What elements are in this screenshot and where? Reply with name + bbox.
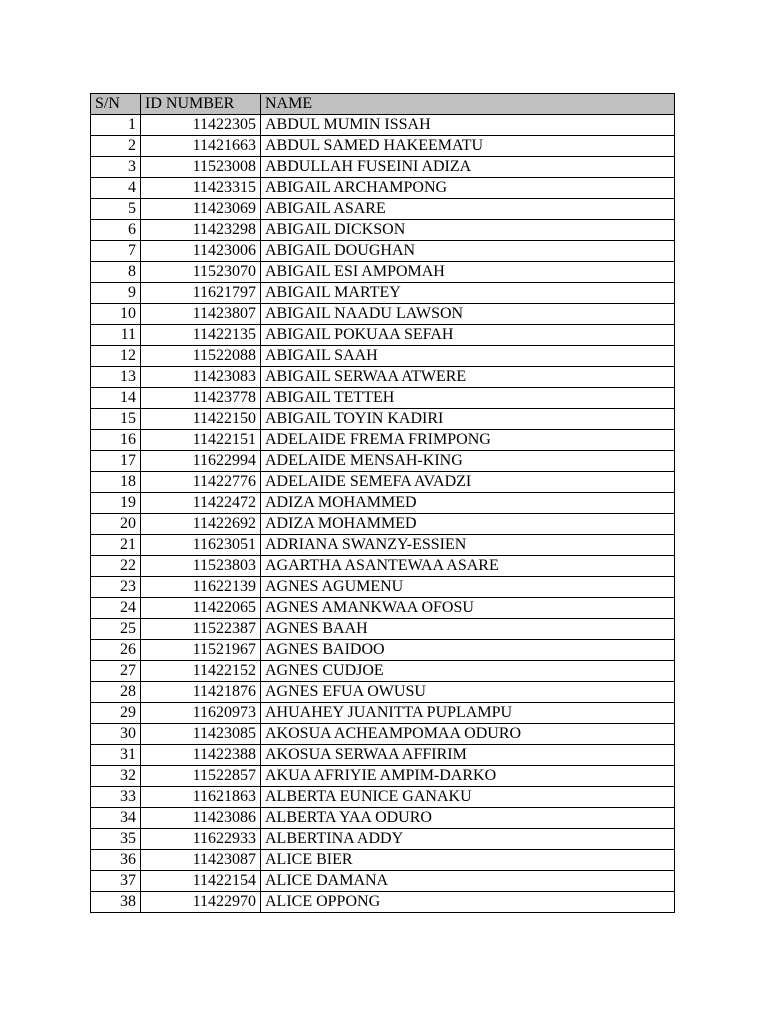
id-number-cell: 11522088	[141, 346, 261, 367]
id-number-cell: 11521967	[141, 640, 261, 661]
id-number-cell: 11423085	[141, 724, 261, 745]
name-cell: ABIGAIL ESI AMPOMAH	[261, 262, 675, 283]
serial-number-cell: 25	[91, 619, 141, 640]
table-row	[91, 829, 675, 850]
table-row	[91, 367, 675, 388]
id-number-cell: 11622139	[141, 577, 261, 598]
serial-number-cell: 32	[91, 766, 141, 787]
serial-number-cell: 10	[91, 304, 141, 325]
id-number-cell: 11523008	[141, 157, 261, 178]
table-row	[91, 115, 675, 136]
id-number-cell: 11423298	[141, 220, 261, 241]
table-row	[91, 388, 675, 409]
id-number-cell: 11422692	[141, 514, 261, 535]
table-row	[91, 409, 675, 430]
table-row	[91, 745, 675, 766]
serial-number-cell: 38	[91, 892, 141, 913]
serial-number-cell: 23	[91, 577, 141, 598]
name-cell: AGNES AGUMENU	[261, 577, 675, 598]
name-cell: ALBERTA YAA ODURO	[261, 808, 675, 829]
name-cell: ABDUL MUMIN ISSAH	[261, 115, 675, 136]
name-cell: ALICE OPPONG	[261, 892, 675, 913]
id-number-cell: 11422970	[141, 892, 261, 913]
serial-number-cell: 18	[91, 472, 141, 493]
table-row	[91, 493, 675, 514]
id-number-cell: 11422776	[141, 472, 261, 493]
header-row	[91, 94, 675, 115]
table-row	[91, 157, 675, 178]
table-row	[91, 598, 675, 619]
name-cell: ABIGAIL ARCHAMPONG	[261, 178, 675, 199]
header-id-number: ID NUMBER	[141, 94, 261, 115]
table-row	[91, 136, 675, 157]
name-cell: ABIGAIL MARTEY	[261, 283, 675, 304]
serial-number-cell: 17	[91, 451, 141, 472]
id-number-cell: 11423778	[141, 388, 261, 409]
name-cell: AKOSUA ACHEAMPOMAA ODURO	[261, 724, 675, 745]
serial-number-cell: 8	[91, 262, 141, 283]
table-row	[91, 346, 675, 367]
table-row	[91, 577, 675, 598]
serial-number-cell: 3	[91, 157, 141, 178]
table-row	[91, 892, 675, 913]
serial-number-cell: 20	[91, 514, 141, 535]
name-cell: ALICE DAMANA	[261, 871, 675, 892]
table-row	[91, 640, 675, 661]
id-number-cell: 11421876	[141, 682, 261, 703]
table-row	[91, 535, 675, 556]
serial-number-cell: 22	[91, 556, 141, 577]
serial-number-cell: 12	[91, 346, 141, 367]
serial-number-cell: 24	[91, 598, 141, 619]
serial-number-cell: 11	[91, 325, 141, 346]
student-list-table	[90, 93, 675, 913]
id-number-cell: 11523803	[141, 556, 261, 577]
name-cell: AGNES CUDJOE	[261, 661, 675, 682]
id-number-cell: 11421663	[141, 136, 261, 157]
name-cell: ADIZA MOHAMMED	[261, 514, 675, 535]
serial-number-cell: 29	[91, 703, 141, 724]
id-number-cell: 11621797	[141, 283, 261, 304]
header-name: NAME	[261, 94, 675, 115]
id-number-cell: 11422472	[141, 493, 261, 514]
id-number-cell: 11423069	[141, 199, 261, 220]
name-cell: ABIGAIL TETTEH	[261, 388, 675, 409]
name-cell: ADIZA MOHAMMED	[261, 493, 675, 514]
table-row	[91, 325, 675, 346]
serial-number-cell: 34	[91, 808, 141, 829]
table-row	[91, 661, 675, 682]
id-number-cell: 11621863	[141, 787, 261, 808]
id-number-cell: 11423086	[141, 808, 261, 829]
name-cell: ADELAIDE MENSAH-KING	[261, 451, 675, 472]
name-cell: ALBERTINA ADDY	[261, 829, 675, 850]
table-row	[91, 451, 675, 472]
id-number-cell: 11623051	[141, 535, 261, 556]
name-cell: ADELAIDE FREMA FRIMPONG	[261, 430, 675, 451]
name-cell: ABIGAIL DICKSON	[261, 220, 675, 241]
name-cell: ALICE BIER	[261, 850, 675, 871]
name-cell: AGNES BAAH	[261, 619, 675, 640]
table-row	[91, 871, 675, 892]
serial-number-cell: 36	[91, 850, 141, 871]
serial-number-cell: 26	[91, 640, 141, 661]
serial-number-cell: 27	[91, 661, 141, 682]
id-number-cell: 11423083	[141, 367, 261, 388]
name-cell: ABDUL SAMED HAKEEMATU	[261, 136, 675, 157]
serial-number-cell: 13	[91, 367, 141, 388]
id-number-cell: 11622994	[141, 451, 261, 472]
id-number-cell: 11423006	[141, 241, 261, 262]
name-cell: ABIGAIL DOUGHAN	[261, 241, 675, 262]
name-cell: ADRIANA SWANZY-ESSIEN	[261, 535, 675, 556]
table-row	[91, 850, 675, 871]
table-row	[91, 241, 675, 262]
id-number-cell: 11423315	[141, 178, 261, 199]
serial-number-cell: 19	[91, 493, 141, 514]
name-cell: AGNES AMANKWAA OFOSU	[261, 598, 675, 619]
serial-number-cell: 37	[91, 871, 141, 892]
id-number-cell: 11522387	[141, 619, 261, 640]
serial-number-cell: 31	[91, 745, 141, 766]
serial-number-cell: 4	[91, 178, 141, 199]
name-cell: ABIGAIL ASARE	[261, 199, 675, 220]
table-row	[91, 178, 675, 199]
name-cell: ALBERTA EUNICE GANAKU	[261, 787, 675, 808]
table-body	[91, 115, 675, 913]
id-number-cell: 11620973	[141, 703, 261, 724]
id-number-cell: 11422388	[141, 745, 261, 766]
id-number-cell: 11423087	[141, 850, 261, 871]
table-row	[91, 514, 675, 535]
table-row	[91, 703, 675, 724]
serial-number-cell: 1	[91, 115, 141, 136]
serial-number-cell: 2	[91, 136, 141, 157]
table-row	[91, 283, 675, 304]
id-number-cell: 11422151	[141, 430, 261, 451]
id-number-cell: 11422154	[141, 871, 261, 892]
table-row	[91, 682, 675, 703]
name-cell: AKUA AFRIYIE AMPIM-DARKO	[261, 766, 675, 787]
serial-number-cell: 35	[91, 829, 141, 850]
table-row	[91, 220, 675, 241]
header-sn: S/N	[91, 94, 141, 115]
name-cell: AKOSUA SERWAA AFFIRIM	[261, 745, 675, 766]
table-row	[91, 430, 675, 451]
serial-number-cell: 6	[91, 220, 141, 241]
name-cell: ABIGAIL SAAH	[261, 346, 675, 367]
serial-number-cell: 33	[91, 787, 141, 808]
table-row	[91, 766, 675, 787]
table-row	[91, 808, 675, 829]
serial-number-cell: 15	[91, 409, 141, 430]
id-number-cell: 11522857	[141, 766, 261, 787]
table-row	[91, 724, 675, 745]
id-number-cell: 11422305	[141, 115, 261, 136]
name-cell: ADELAIDE SEMEFA AVADZI	[261, 472, 675, 493]
table-row	[91, 619, 675, 640]
name-cell: ABIGAIL SERWAA ATWERE	[261, 367, 675, 388]
id-number-cell: 11622933	[141, 829, 261, 850]
serial-number-cell: 30	[91, 724, 141, 745]
name-cell: ABIGAIL NAADU LAWSON	[261, 304, 675, 325]
id-number-cell: 11422135	[141, 325, 261, 346]
serial-number-cell: 28	[91, 682, 141, 703]
serial-number-cell: 5	[91, 199, 141, 220]
id-number-cell: 11422150	[141, 409, 261, 430]
name-cell: ABDULLAH FUSEINI ADIZA	[261, 157, 675, 178]
name-cell: AGNES EFUA OWUSU	[261, 682, 675, 703]
name-cell: AGNES BAIDOO	[261, 640, 675, 661]
id-number-cell: 11422152	[141, 661, 261, 682]
name-cell: AHUAHEY JUANITTA PUPLAMPU	[261, 703, 675, 724]
table-header	[91, 94, 675, 115]
table-row	[91, 787, 675, 808]
id-number-cell: 11423807	[141, 304, 261, 325]
name-cell: ABIGAIL TOYIN KADIRI	[261, 409, 675, 430]
serial-number-cell: 21	[91, 535, 141, 556]
table-row	[91, 199, 675, 220]
serial-number-cell: 16	[91, 430, 141, 451]
table-row	[91, 304, 675, 325]
serial-number-cell: 7	[91, 241, 141, 262]
id-number-cell: 11422065	[141, 598, 261, 619]
table-row	[91, 472, 675, 493]
id-number-cell: 11523070	[141, 262, 261, 283]
table-row	[91, 262, 675, 283]
name-cell: ABIGAIL POKUAA SEFAH	[261, 325, 675, 346]
table-row	[91, 556, 675, 577]
serial-number-cell: 9	[91, 283, 141, 304]
serial-number-cell: 14	[91, 388, 141, 409]
name-cell: AGARTHA ASANTEWAA ASARE	[261, 556, 675, 577]
